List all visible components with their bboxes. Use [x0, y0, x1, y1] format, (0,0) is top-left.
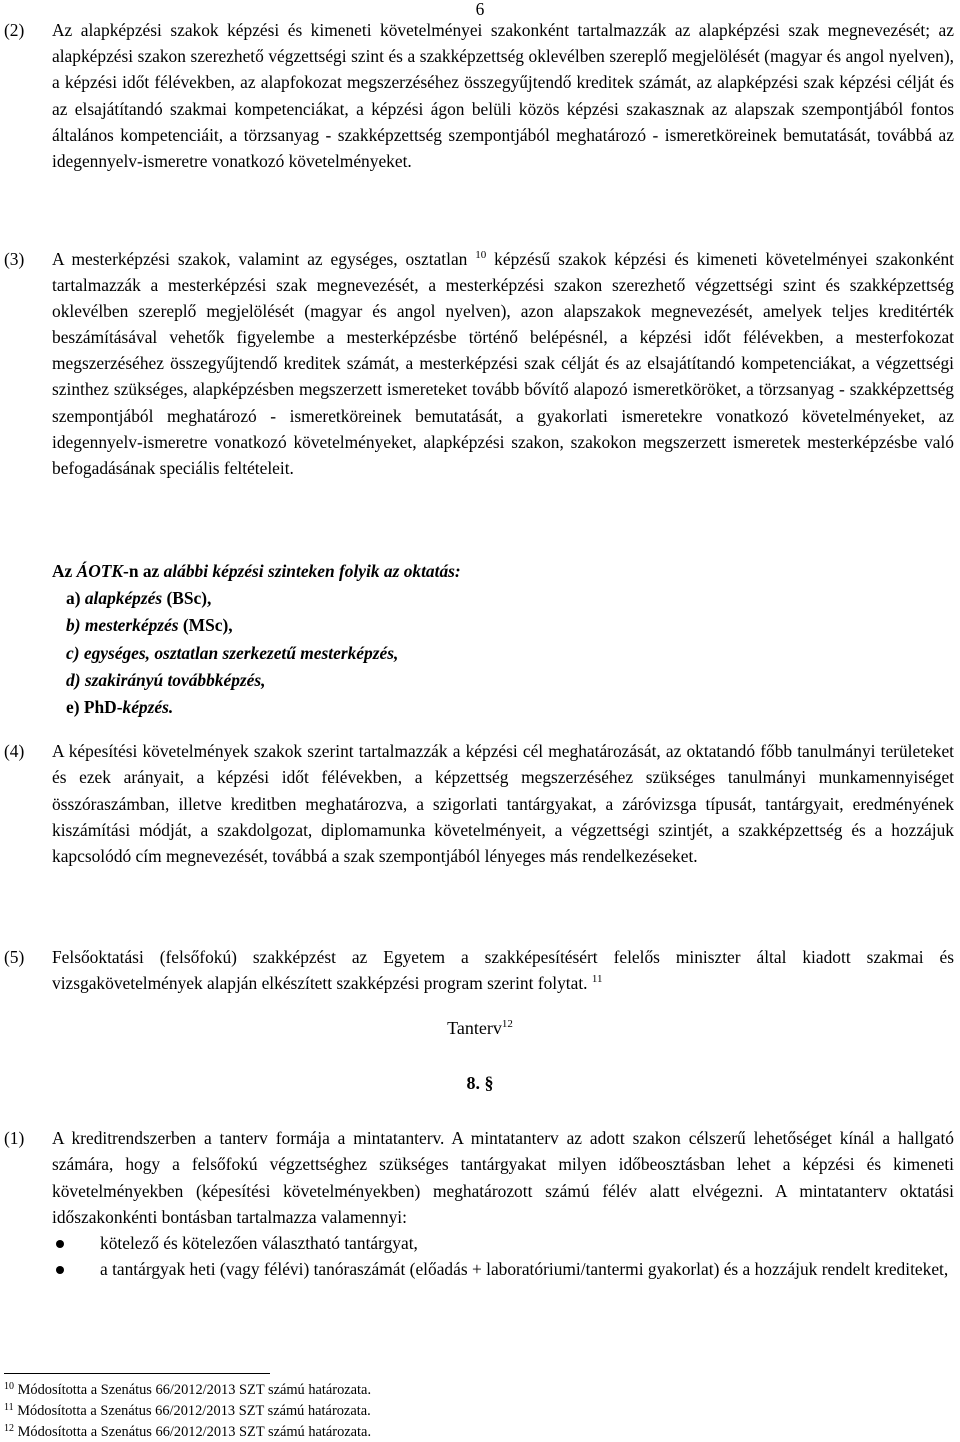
- paragraph-text: A képesítési követelmények szakok szerint tartalmazzák a képzési cél meghatározását, az oktatandó főbb tanulmányi területeket és ezek arányait, a képzési időt félévekben, a képzettség megszerzéséhez szükséges tanulmányi munkamennyiséget összóraszámban, illetve kreditben meghatározva, a szigorlati tantárgyakat, a záróvizsga típusát, tantárgyait, eredményének kiszámítási módját, a szakdolgozat, diplomamunka követelményeit, a végzettségi szintjét, a szakképzettség és a hozzájuk kapcsolódó cím megnevezését, továbbá a szak szempontjából lényeges más rendelkezéseket.: [52, 741, 954, 867]
- footnote-12: $^{12}$ Módosította a Szenátus 66/2012/2013 SZT számú határozata.: [4, 1422, 372, 1440]
- bullet-item: kötelező és kötelezően választható tantárgyat,: [52, 1230, 954, 1256]
- paragraph-number: (3): [4, 249, 25, 269]
- paragraph-4: [4, 738, 954, 869]
- paragraph-number: (4): [4, 741, 25, 761]
- list-item: e) PhD-képzés.: [66, 697, 174, 718]
- paragraph-text: Felsőoktatási (felsőfokú) szakképzést az Egyetem a szakképesítésért felelős miniszter által kiadott szakmai és vizsgakövetelmények alapján elkészített szakképzési program szerint folytat. $^{11}$: [52, 947, 954, 994]
- paragraph-5: [4, 944, 954, 997]
- footnote-11: $^{11}$ Módosította a Szenátus 66/2012/2013 SZT számú határozata.: [4, 1401, 371, 1419]
- training-levels-intro: Az ÁOTK-n az alábbi képzési szinteken folyik az oktatás:: [52, 561, 461, 581]
- paragraph-text: A mesterképzési szakok, valamint az egységes, osztatlan $^{10}$ képzésű szakok képzési és kimeneti követelményei szakonként tartalmazzák a mesterképzési szak megnevezését, a mesterképzési szakon szerezhető végzettségi szint és szakképzettség oklevélben szereplő megjelölését (magyar és angol nyelven), azon alapszakok megnevezését, amelyek teljes kreditérték beszámításával vehetők figyelembe a mesterképzésbe történő belépésnél, a képzési időt félévekben, a mesterfokozat megszerzéséhez összegyűjtendő kreditek számát, a mesterképzési szak célját és az elsajátítandó kompetenciákat, a végzettségi szinthez szükséges, alapképzésben megszerzett ismereteket tovább bővítő alapozó ismeretköröket, a törzsanyag - szakképzettség szempontjából meghatározó - ismeretköreinek bemutatását, a gyakorlati ismeretekre vonatkozó követelményeket, az idegennyelv-ismeretre vonatkozó követelményeket, alapképzési szakon, szakokon megszerzett ismeretek mesterképzésbe való befogadásának speciális feltételeit.: [52, 249, 954, 478]
- footnote-10: $^{10}$ Módosította a Szenátus 66/2012/2013 SZT számú határozata.: [4, 1381, 372, 1398]
- list-item: b) mesterképzés (MSc),: [66, 615, 233, 636]
- bullet-icon: [56, 1240, 64, 1248]
- section-number: 8. §: [466, 1073, 494, 1093]
- paragraph-text: A kreditrendszerben a tanterv formája a mintatanterv. A mintatanterv az adott szakon célszerű lehetőséget kínál a hallgató számára, hogy a felsőfokú végzettséghez szükséges tantárgyakat milyen időbeosztásban lehet a képzési és kimeneti követelményekben (képesítési követelményekben) meghatározott számú félév alatt elvégezni. A mintatanterv oktatási időszakonkénti bontásban tartalmazza valamennyi: kötelező és kötelezően választható tantárgyat, a tantárgyak heti (vagy félévi) tanóraszámát (előadás + laboratóriumi/tantermi gyakorlat) és a hozzájuk rendelt krediteket,: [52, 1125, 954, 1283]
- paragraph-2: [4, 17, 954, 174]
- footnote-ref-11[interactable]: 11: [591, 973, 603, 986]
- bullet-icon: [56, 1266, 64, 1274]
- list-item: d) szakirányú továbbképzés,: [66, 669, 266, 690]
- footnote-divider: [4, 1373, 270, 1374]
- footnote-ref-10[interactable]: 10: [475, 249, 487, 261]
- page-number: 6: [475, 0, 485, 19]
- list-item: a) alapképzés (BSc),: [66, 588, 212, 609]
- paragraph-number: (5): [4, 947, 25, 967]
- footnote-ref-12[interactable]: 12: [501, 1018, 513, 1030]
- bullet-item: a tantárgyak heti (vagy félévi) tanóraszámát (előadás + laboratóriumi/tantermi gyakorlat) és a hozzájuk rendelt krediteket,: [52, 1256, 954, 1282]
- section-heading-tanterv: Tanterv$^{12}$: [447, 1018, 513, 1038]
- paragraph-8-1: [4, 1125, 954, 1283]
- training-levels: [52, 558, 461, 721]
- footnotes: [4, 1380, 371, 1442]
- paragraph-number: (2): [4, 20, 25, 40]
- paragraph-number: (1): [4, 1128, 25, 1148]
- list-item: c) egységes, osztatlan szerkezetű mesterképzés,: [66, 642, 399, 663]
- training-levels-list: [52, 585, 461, 721]
- paragraph-text: Az alapképzési szakok képzési és kimeneti követelményei szakonként tartalmazzák az alapképzési szak megnevezését; az alapképzési szakon szerezhető végzettségi szint és a szakképzettség oklevélben szereplő megjelölését (magyar és angol nyelven), a képzési időt félévekben, az alapfokozat megszerzéséhez összegyűjtendő kreditek számát, az alapképzési szak képzési célját és az elsajátítandó szakmai kompetenciákat, a képzési ágon belüli közös képzési szakasznak az alapszak szempontjából fontos általános kompetenciáit, a törzsanyag - szakképzettség szempontjából meghatározó - ismeretköreinek bemutatását, továbbá az idegennyelv-ismeretre vonatkozó követelményeket.: [52, 20, 954, 172]
- bullet-list: [52, 1230, 954, 1283]
- paragraph-3: [4, 246, 954, 481]
